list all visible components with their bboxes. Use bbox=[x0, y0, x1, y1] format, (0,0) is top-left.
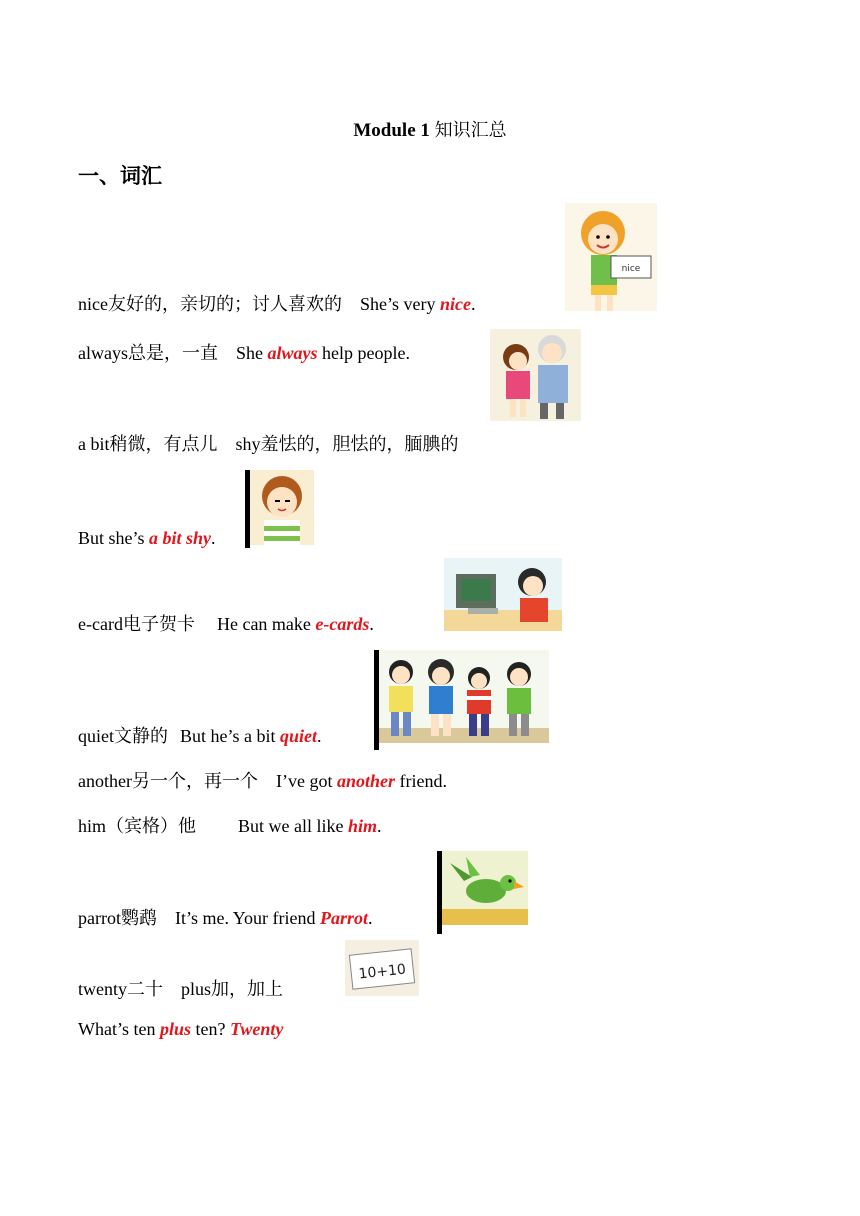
vocab-line-twenty-plus bbox=[78, 977, 283, 1002]
page-title bbox=[0, 116, 860, 142]
example-pre: I’ve got bbox=[275, 771, 337, 791]
section-heading-vocabulary: 一、词汇 bbox=[78, 164, 162, 188]
vocab-line-ecard bbox=[78, 612, 374, 637]
vocab-meaning: 鹦鹉 bbox=[120, 908, 157, 929]
vocab-line-another bbox=[78, 769, 447, 794]
example-key: another bbox=[336, 771, 395, 791]
vocab-word: parrot bbox=[78, 908, 121, 928]
shy-boy-illustration bbox=[250, 470, 314, 545]
example-post: . bbox=[377, 816, 382, 836]
vocab-word: a bit bbox=[78, 434, 110, 454]
example-post: . bbox=[368, 908, 373, 928]
example-key: a bit shy bbox=[149, 528, 212, 548]
vocab-meaning: 加，加上 bbox=[211, 979, 284, 1000]
example-pre: She’s very bbox=[359, 294, 440, 314]
example-post: . bbox=[470, 294, 476, 314]
example-line-plus bbox=[78, 1017, 283, 1041]
example-pre: He can make bbox=[216, 614, 316, 634]
vocab-line-him bbox=[78, 814, 382, 839]
boy-computer-illustration bbox=[444, 558, 562, 631]
example-post: . bbox=[211, 528, 216, 548]
vocab-word: always bbox=[78, 343, 128, 363]
example-post: . bbox=[317, 726, 322, 746]
vocab-word: nice bbox=[78, 294, 108, 314]
vocab-meaning: 友好的，亲切的；讨人喜欢的 bbox=[107, 294, 342, 315]
example-pre: But we all like bbox=[238, 816, 348, 836]
parrot-illustration bbox=[442, 851, 528, 925]
card-nice-text: nice bbox=[621, 264, 641, 274]
example-key: Parrot bbox=[319, 908, 368, 928]
example-pre: It’s me. Your friend bbox=[174, 908, 320, 928]
vocab-meaning: 稍微，有点儿 bbox=[109, 434, 218, 455]
card-ten-plus-ten-text: 10+10 bbox=[357, 961, 407, 983]
vocab-meaning: 文静的 bbox=[114, 726, 168, 747]
vocab-word: shy bbox=[235, 434, 261, 454]
example-pre: What’s ten bbox=[78, 1019, 160, 1039]
example-mid: ten? bbox=[191, 1019, 230, 1039]
vocab-word: e-card bbox=[78, 614, 123, 634]
example-line-shy bbox=[78, 526, 216, 550]
vocab-word: quiet bbox=[78, 726, 114, 746]
vocab-meaning: 二十 bbox=[127, 979, 163, 1000]
example-key: him bbox=[348, 816, 378, 836]
vocab-word: twenty bbox=[78, 979, 127, 999]
example-key: nice bbox=[439, 294, 471, 314]
girl-nice-card-illustration bbox=[565, 203, 657, 311]
vocab-word: another bbox=[78, 771, 132, 791]
vocab-meaning: 电子贺卡 bbox=[122, 614, 195, 635]
vocab-line-a-bit-shy bbox=[78, 432, 459, 457]
vocab-line-always bbox=[78, 341, 410, 366]
four-children-illustration bbox=[379, 650, 549, 743]
example-key: e-cards bbox=[315, 614, 370, 634]
example-pre: She bbox=[235, 343, 268, 363]
vocab-word: him bbox=[78, 816, 107, 836]
example-key: always bbox=[267, 343, 318, 363]
vocab-line-quiet bbox=[78, 724, 322, 749]
example-answer: Twenty bbox=[230, 1019, 284, 1039]
vocab-meaning: （宾格）他 bbox=[106, 816, 197, 837]
title-summary: 知识汇总 bbox=[434, 120, 507, 141]
vocab-line-parrot bbox=[78, 906, 373, 931]
example-post: friend. bbox=[395, 771, 447, 791]
example-pre: But he’s a bit bbox=[180, 726, 280, 746]
vocab-meaning: 羞怯的，胆怯的，腼腆的 bbox=[260, 434, 459, 455]
example-pre: But she’s bbox=[78, 528, 150, 548]
example-key: quiet bbox=[280, 726, 318, 746]
vocab-meaning: 另一个，再一个 bbox=[131, 771, 258, 792]
example-key: plus bbox=[159, 1019, 192, 1039]
girl-helping-grandma-illustration bbox=[490, 329, 581, 421]
example-post: help people. bbox=[317, 343, 410, 363]
ten-plus-ten-card-illustration bbox=[345, 940, 419, 996]
vocab-word: plus bbox=[181, 979, 212, 999]
vocab-meaning: 总是，一直 bbox=[127, 343, 218, 364]
example-post: . bbox=[369, 614, 374, 634]
title-module: Module 1 bbox=[353, 120, 430, 141]
vocab-line-nice bbox=[78, 292, 475, 317]
